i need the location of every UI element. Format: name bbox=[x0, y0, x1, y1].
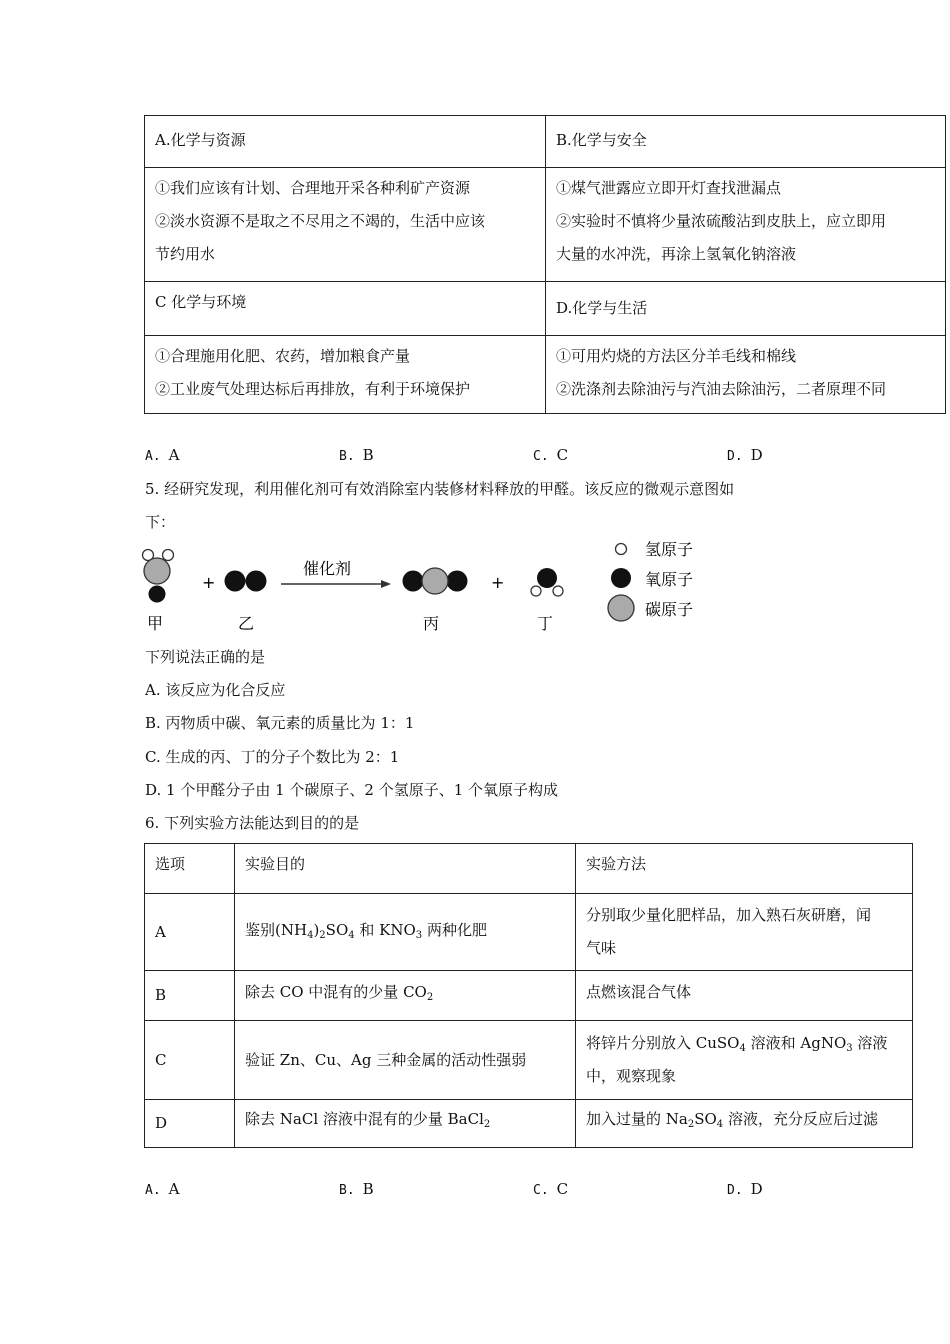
q6-stem: 6. 下列实验方法能达到目的的是 bbox=[145, 814, 360, 832]
cell-b-body: ①煤气泄露应立即开灯查找泄漏点 ②实验时不慎将少量浓硫酸沾到皮肤上，应立即用 大量的水冲洗，再涂上氢氧化钠溶液 bbox=[546, 168, 946, 282]
molecule-ding bbox=[531, 568, 563, 596]
q5-option-c[interactable]: C. 生成的丙、丁的分子个数比为 2：1 bbox=[145, 748, 400, 766]
q5-option-a[interactable]: A. 该反应为化合反应 bbox=[145, 681, 286, 699]
q4-option-a[interactable]: A. A bbox=[145, 446, 180, 464]
plus-1: + bbox=[202, 573, 216, 592]
cell-b-head: B.化学与安全 bbox=[546, 116, 946, 168]
row-b-goal: 除去 CO 中混有的少量 $CO_2$ bbox=[235, 971, 576, 1021]
cell-c-head: C 化学与环境 bbox=[145, 282, 546, 336]
molecule-bing bbox=[403, 568, 468, 594]
header-option: 选项 bbox=[145, 844, 235, 894]
q6-option-b[interactable]: B. B bbox=[339, 1180, 374, 1198]
row-a-method: 分别取少量化肥样品，加入熟石灰研磨，闻 气味 bbox=[576, 894, 913, 971]
q5-option-b[interactable]: B. 丙物质中碳、氧元素的质量比为 1：1 bbox=[145, 714, 415, 732]
row-d-option: D bbox=[145, 1100, 235, 1148]
molecule-jia bbox=[143, 550, 174, 603]
table-row bbox=[145, 1021, 913, 1100]
legend-carbon-symbol bbox=[608, 595, 634, 621]
row-c-option: C bbox=[145, 1021, 235, 1100]
q5-option-d[interactable]: D. 1 个甲醛分子由 1 个碳原子、2 个氢原子、1 个氧原子构成 bbox=[145, 781, 559, 799]
row-d-goal: 除去 NaCl 溶液中混有的少量 BaCl$_2$ bbox=[235, 1100, 576, 1148]
plus-2: + bbox=[491, 573, 505, 592]
q4-option-d[interactable]: D. D bbox=[727, 446, 763, 464]
row-c-goal: 验证 Zn、Cu、Ag 三种金属的活动性强弱 bbox=[235, 1021, 576, 1100]
legend-carbon: 碳原子 bbox=[645, 600, 694, 619]
experiment-table bbox=[144, 843, 913, 1148]
comparison-table bbox=[144, 115, 946, 414]
cell-a-body: ①我们应该有计划、合理地开采各种利矿产资源 ②淡水资源不是取之不尽用之不竭的，生活中应该 节约用水 bbox=[145, 168, 546, 282]
cell-a-head: A.化学与资源 bbox=[145, 116, 546, 168]
row-a-option: A bbox=[145, 894, 235, 971]
row-a-goal: 鉴别$(NH_4)_2SO_4$ 和 $KNO_3$ 两种化肥 bbox=[235, 894, 576, 971]
q4-option-b[interactable]: B. B bbox=[339, 446, 374, 464]
q4-option-c[interactable]: C. C bbox=[533, 446, 569, 464]
legend-hydrogen-symbol bbox=[616, 544, 627, 555]
legend-oxygen-symbol bbox=[611, 568, 631, 588]
header-goal: 实验目的 bbox=[235, 844, 576, 894]
q5-stem-line1: 5. 经研究发现，利用催化剂可有效消除室内装修材料释放的甲醛。该反应的微观示意图如 bbox=[145, 480, 735, 498]
q6-option-a[interactable]: A. A bbox=[145, 1180, 180, 1198]
row-c-method: 将锌片分别放入 CuSO$_4$ 溶液和 AgNO$_3$ 溶液 中，观察现象 bbox=[576, 1021, 913, 1100]
table-row bbox=[145, 894, 913, 971]
cell-d-head: D.化学与生活 bbox=[546, 282, 946, 336]
row-b-option: B bbox=[145, 971, 235, 1021]
reaction-diagram bbox=[135, 538, 725, 638]
table-row bbox=[145, 1100, 913, 1148]
label-ding: 丁 bbox=[537, 614, 554, 633]
table-row bbox=[145, 971, 913, 1021]
catalyst-label: 催化剂 bbox=[303, 559, 352, 578]
label-bing: 丙 bbox=[423, 614, 440, 633]
cell-d-body: ①可用灼烧的方法区分羊毛线和棉线 ②洗涤剂去除油污与汽油去除油污，二者原理不同 bbox=[546, 336, 946, 414]
legend-hydrogen: 氢原子 bbox=[645, 540, 694, 559]
label-jia: 甲 bbox=[147, 614, 164, 633]
legend bbox=[608, 540, 693, 621]
q6-option-c[interactable]: C. C bbox=[533, 1180, 569, 1198]
row-b-method: 点燃该混合气体 bbox=[576, 971, 913, 1021]
legend-oxygen: 氧原子 bbox=[645, 570, 694, 589]
header-method: 实验方法 bbox=[576, 844, 913, 894]
row-d-method: 加入过量的 $Na_2SO_4$ 溶液，充分反应后过滤 bbox=[576, 1100, 913, 1148]
q5-stem-line2: 下： bbox=[145, 513, 176, 531]
arrow-head bbox=[381, 580, 391, 588]
q5-prompt: 下列说法正确的是 bbox=[145, 648, 266, 666]
label-yi: 乙 bbox=[238, 614, 255, 633]
cell-c-body: ①合理施用化肥、农药，增加粮食产量 ②工业废气处理达标后再排放，有利于环境保护 bbox=[145, 336, 546, 414]
q6-option-d[interactable]: D. D bbox=[727, 1180, 763, 1198]
molecule-yi bbox=[225, 571, 267, 592]
